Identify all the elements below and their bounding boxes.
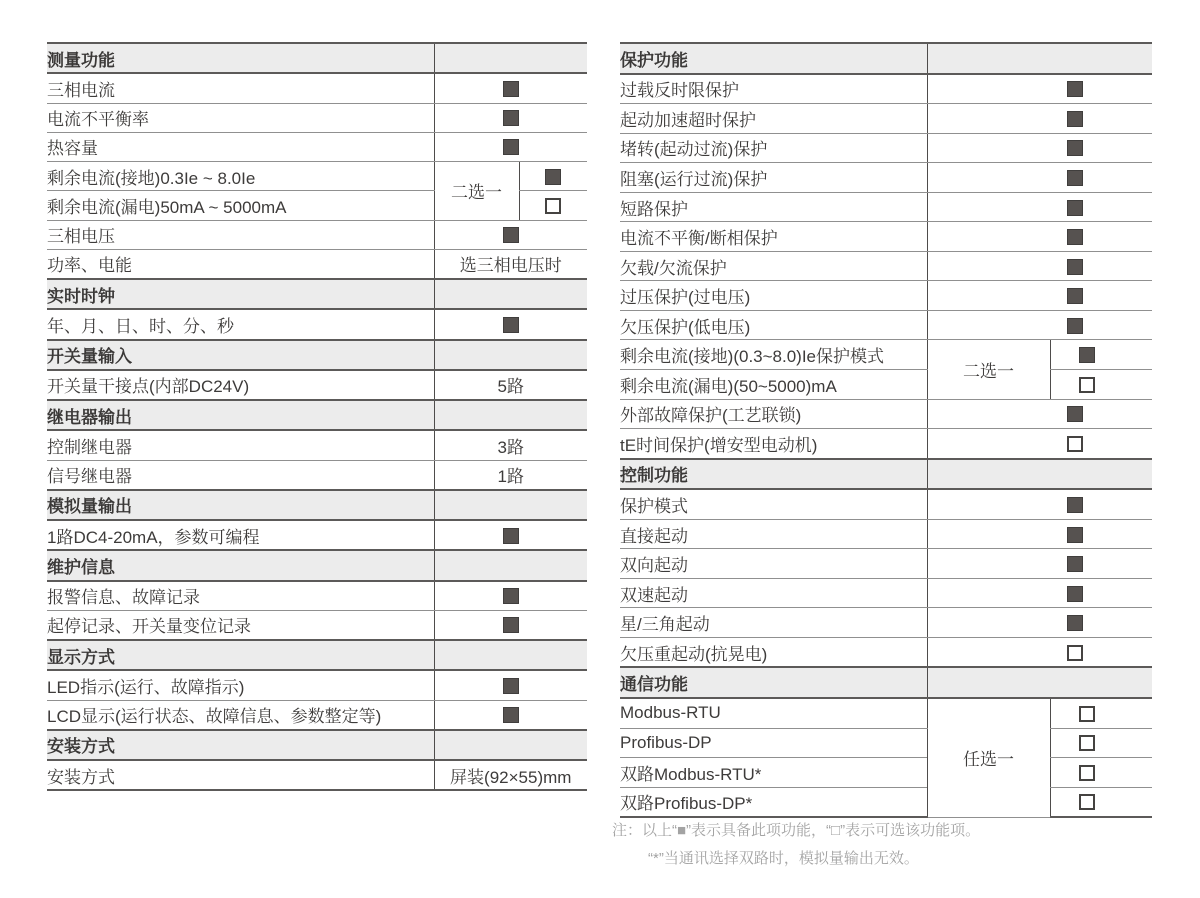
feature-value xyxy=(434,309,587,339)
section-header: 继电器输出 xyxy=(47,400,434,430)
choice-group-label: 二选一 xyxy=(434,162,519,221)
checked-box-icon xyxy=(1067,259,1083,275)
section-value-cell xyxy=(434,400,587,430)
section-value-cell xyxy=(434,279,587,309)
feature-label: 短路保护 xyxy=(620,192,927,222)
feature-row xyxy=(47,309,587,339)
section-row xyxy=(47,400,587,430)
feature-value: 屏装(92×55)mm xyxy=(434,760,587,790)
feature-row xyxy=(47,249,587,279)
feature-label: 过压保护(过电压) xyxy=(620,281,927,311)
feature-row xyxy=(47,162,587,191)
feature-label: 堵转(起动过流)保护 xyxy=(620,133,927,163)
section-row xyxy=(47,279,587,309)
checked-box-icon xyxy=(503,139,519,155)
section-header: 实时时钟 xyxy=(47,279,434,309)
feature-label: 三相电压 xyxy=(47,220,434,249)
feature-row xyxy=(47,760,587,790)
feature-row xyxy=(620,637,1152,667)
feature-label: 起停记录、开关量变位记录 xyxy=(47,610,434,640)
choice-group-label: 二选一 xyxy=(927,340,1050,399)
feature-row xyxy=(620,74,1152,104)
feature-row xyxy=(620,608,1152,638)
checked-box-icon xyxy=(503,617,519,633)
feature-row xyxy=(620,489,1152,519)
feature-label: Profibus-DP xyxy=(620,728,927,758)
feature-label: 直接起动 xyxy=(620,519,927,549)
feature-value xyxy=(927,74,1152,104)
checked-box-icon xyxy=(503,588,519,604)
feature-label: 双路Profibus-DP* xyxy=(620,787,927,817)
feature-label: 1路DC4-20mA，参数可编程 xyxy=(47,520,434,550)
checked-box-icon xyxy=(1067,111,1083,127)
feature-row xyxy=(620,578,1152,608)
section-header: 安装方式 xyxy=(47,730,434,760)
feature-row xyxy=(47,430,587,460)
measurement-table-body xyxy=(47,43,587,790)
feature-row xyxy=(620,758,1152,788)
feature-row xyxy=(620,310,1152,340)
feature-row xyxy=(47,132,587,161)
feature-value xyxy=(927,163,1152,193)
feature-label: 剩余电流(漏电)(50~5000)mA xyxy=(620,370,927,400)
section-header: 保护功能 xyxy=(620,43,927,74)
section-value-cell xyxy=(927,459,1152,490)
checked-box-icon xyxy=(1067,318,1083,334)
feature-row xyxy=(47,370,587,400)
feature-value xyxy=(434,132,587,161)
feature-label: 欠载/欠流保护 xyxy=(620,251,927,281)
unchecked-box-icon xyxy=(1067,645,1083,661)
feature-value xyxy=(927,133,1152,163)
section-row xyxy=(47,640,587,670)
section-row xyxy=(47,490,587,520)
checked-box-icon xyxy=(503,110,519,126)
feature-label: 外部故障保护(工艺联锁) xyxy=(620,399,927,429)
feature-label: LED指示(运行、故障指示) xyxy=(47,670,434,700)
section-header: 模拟量输出 xyxy=(47,490,434,520)
feature-value xyxy=(1050,758,1152,788)
checked-box-icon xyxy=(1067,527,1083,543)
feature-label: 安装方式 xyxy=(47,760,434,790)
section-header: 控制功能 xyxy=(620,459,927,490)
feature-row xyxy=(620,222,1152,252)
unchecked-box-icon xyxy=(545,198,561,214)
note-line: 注：以上“■”表示具备此项功能，“□”表示可选该功能项。 xyxy=(612,822,981,839)
checked-box-icon xyxy=(503,707,519,723)
unchecked-box-icon xyxy=(1079,794,1095,810)
feature-label: 剩余电流(漏电)50mA ~ 5000mA xyxy=(47,191,434,220)
checked-box-icon xyxy=(1067,288,1083,304)
checked-box-icon xyxy=(1067,229,1083,245)
feature-label: 年、月、日、时、分、秒 xyxy=(47,309,434,339)
feature-value xyxy=(1050,728,1152,758)
feature-label: 剩余电流(接地)(0.3~8.0)Ie保护模式 xyxy=(620,340,927,370)
feature-value xyxy=(927,192,1152,222)
checked-box-icon xyxy=(503,227,519,243)
spec-table-measurement xyxy=(47,42,587,791)
feature-row xyxy=(620,429,1152,459)
feature-value: 选三相电压时 xyxy=(434,249,587,279)
section-row xyxy=(47,730,587,760)
feature-row xyxy=(620,251,1152,281)
section-value-cell xyxy=(434,340,587,370)
feature-row xyxy=(620,192,1152,222)
feature-value xyxy=(519,162,587,191)
feature-value xyxy=(927,519,1152,549)
feature-label: 报警信息、故障记录 xyxy=(47,581,434,611)
feature-row xyxy=(47,670,587,700)
section-row xyxy=(47,550,587,580)
feature-row xyxy=(620,281,1152,311)
feature-value xyxy=(1050,698,1152,728)
feature-row xyxy=(620,370,1152,400)
checked-box-icon xyxy=(1067,170,1083,186)
choice-group-label: 任选一 xyxy=(927,698,1050,817)
feature-row xyxy=(47,103,587,132)
feature-value xyxy=(927,104,1152,134)
feature-value xyxy=(927,637,1152,667)
feature-value xyxy=(927,429,1152,459)
feature-value xyxy=(927,399,1152,429)
note-line: “*”当通讯选择双路时，模拟量输出无效。 xyxy=(648,850,919,867)
feature-row xyxy=(47,220,587,249)
feature-label: 保护模式 xyxy=(620,489,927,519)
section-header: 通信功能 xyxy=(620,667,927,698)
section-value-cell xyxy=(434,550,587,580)
feature-label: 信号继电器 xyxy=(47,460,434,490)
feature-value xyxy=(434,73,587,103)
feature-label: 双向起动 xyxy=(620,549,927,579)
feature-value xyxy=(434,581,587,611)
section-value-cell xyxy=(434,43,587,73)
feature-value: 3路 xyxy=(434,430,587,460)
section-header: 测量功能 xyxy=(47,43,434,73)
feature-value xyxy=(434,220,587,249)
feature-row xyxy=(47,73,587,103)
feature-value xyxy=(927,489,1152,519)
feature-label: 双速起动 xyxy=(620,578,927,608)
feature-row xyxy=(620,698,1152,728)
checked-box-icon xyxy=(1067,406,1083,422)
section-row xyxy=(47,340,587,370)
feature-label: LCD显示(运行状态、故障信息、参数整定等) xyxy=(47,700,434,730)
checked-box-icon xyxy=(1067,140,1083,156)
checked-box-icon xyxy=(1067,615,1083,631)
feature-value xyxy=(519,191,587,220)
feature-value xyxy=(434,670,587,700)
section-value-cell xyxy=(927,43,1152,74)
checked-box-icon xyxy=(1067,556,1083,572)
checked-box-icon xyxy=(1079,347,1095,363)
feature-row xyxy=(620,340,1152,370)
checked-box-icon xyxy=(1067,586,1083,602)
feature-row xyxy=(620,549,1152,579)
section-row xyxy=(620,459,1152,490)
feature-row xyxy=(47,520,587,550)
feature-label: 三相电流 xyxy=(47,73,434,103)
feature-value xyxy=(927,251,1152,281)
feature-label: 电流不平衡/断相保护 xyxy=(620,222,927,252)
unchecked-box-icon xyxy=(1079,706,1095,722)
feature-row xyxy=(47,581,587,611)
section-value-cell xyxy=(434,490,587,520)
feature-label: 双路Modbus-RTU* xyxy=(620,758,927,788)
feature-label: 过载反时限保护 xyxy=(620,74,927,104)
feature-value xyxy=(927,549,1152,579)
unchecked-box-icon xyxy=(1067,436,1083,452)
checked-box-icon xyxy=(503,81,519,97)
feature-row xyxy=(620,163,1152,193)
feature-label: 阻塞(运行过流)保护 xyxy=(620,163,927,193)
feature-value xyxy=(1050,787,1152,817)
section-header: 显示方式 xyxy=(47,640,434,670)
section-row xyxy=(620,43,1152,74)
feature-value: 5路 xyxy=(434,370,587,400)
feature-row xyxy=(47,610,587,640)
feature-value xyxy=(927,578,1152,608)
feature-value xyxy=(1050,370,1152,400)
feature-row xyxy=(620,104,1152,134)
feature-row xyxy=(620,399,1152,429)
feature-value xyxy=(434,700,587,730)
feature-value xyxy=(1050,340,1152,370)
section-row xyxy=(47,43,587,73)
feature-value: 1路 xyxy=(434,460,587,490)
feature-label: 欠压重起动(抗晃电) xyxy=(620,637,927,667)
section-value-cell xyxy=(927,667,1152,698)
feature-value xyxy=(927,310,1152,340)
feature-label: 开关量干接点(内部DC24V) xyxy=(47,370,434,400)
feature-label: 星/三角起动 xyxy=(620,608,927,638)
section-header: 开关量输入 xyxy=(47,340,434,370)
feature-row xyxy=(620,728,1152,758)
feature-row xyxy=(47,460,587,490)
checked-box-icon xyxy=(503,528,519,544)
unchecked-box-icon xyxy=(1079,735,1095,751)
footnotes xyxy=(612,818,980,872)
feature-value xyxy=(434,610,587,640)
feature-label: 控制继电器 xyxy=(47,430,434,460)
protection-table-body xyxy=(620,43,1152,817)
feature-row xyxy=(620,787,1152,817)
section-value-cell xyxy=(434,730,587,760)
checked-box-icon xyxy=(503,317,519,333)
section-header: 维护信息 xyxy=(47,550,434,580)
feature-label: 剩余电流(接地)0.3Ie ~ 8.0Ie xyxy=(47,162,434,191)
unchecked-box-icon xyxy=(1079,377,1095,393)
feature-label: 起动加速超时保护 xyxy=(620,104,927,134)
checked-box-icon xyxy=(545,169,561,185)
checked-box-icon xyxy=(1067,200,1083,216)
feature-value xyxy=(434,520,587,550)
checked-box-icon xyxy=(1067,497,1083,513)
feature-row xyxy=(47,700,587,730)
feature-row xyxy=(620,519,1152,549)
feature-value xyxy=(927,608,1152,638)
feature-label: 电流不平衡率 xyxy=(47,103,434,132)
feature-label: 欠压保护(低电压) xyxy=(620,310,927,340)
feature-label: 热容量 xyxy=(47,132,434,161)
feature-label: Modbus-RTU xyxy=(620,698,927,728)
checked-box-icon xyxy=(1067,81,1083,97)
feature-value xyxy=(927,281,1152,311)
feature-row xyxy=(620,133,1152,163)
feature-label: 功率、电能 xyxy=(47,249,434,279)
section-row xyxy=(620,667,1152,698)
spec-table-protection xyxy=(620,42,1152,818)
feature-value xyxy=(434,103,587,132)
feature-value xyxy=(927,222,1152,252)
feature-label: tE时间保护(增安型电动机) xyxy=(620,429,927,459)
section-value-cell xyxy=(434,640,587,670)
unchecked-box-icon xyxy=(1079,765,1095,781)
checked-box-icon xyxy=(503,678,519,694)
